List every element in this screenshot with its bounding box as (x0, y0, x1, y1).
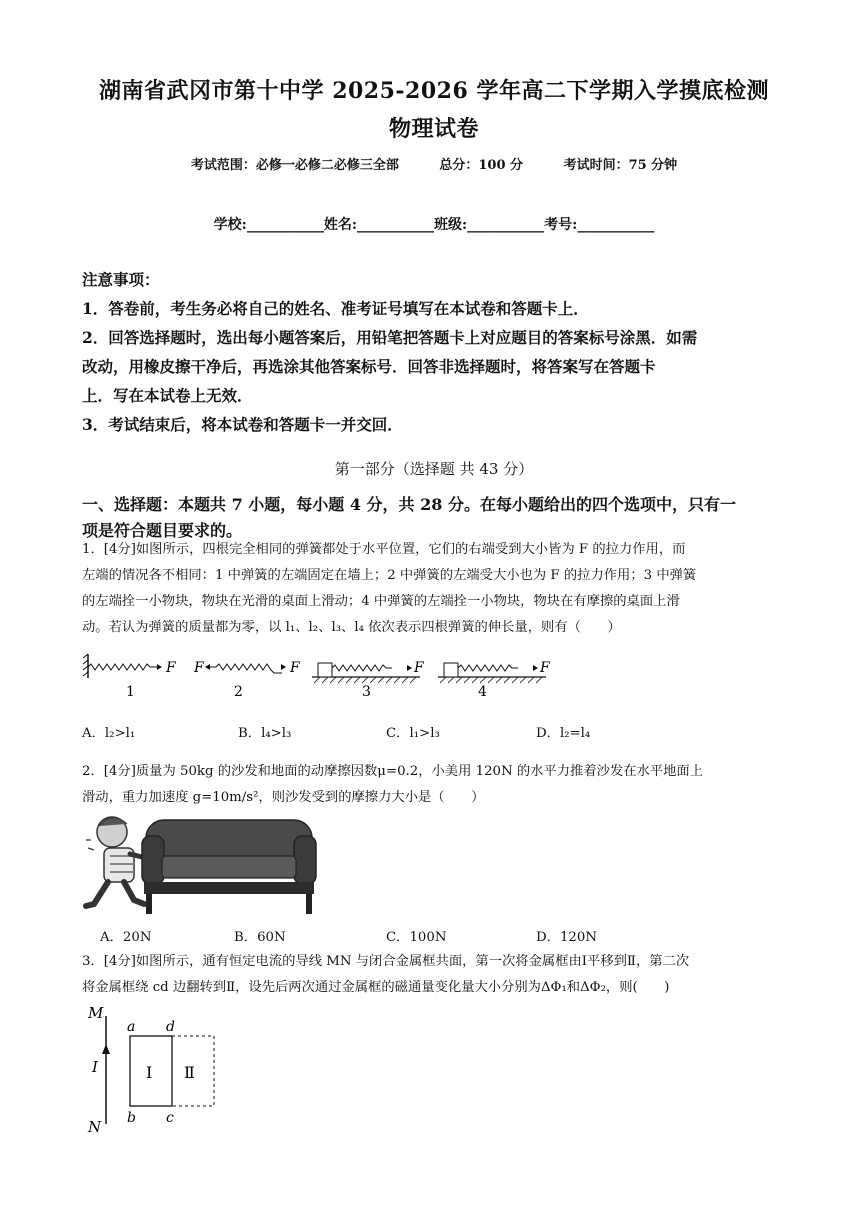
q1-option-a[interactable]: A．l₂>l₁ (82, 726, 136, 741)
q2-option-a[interactable]: A．20N (100, 930, 152, 945)
exam-total-score: 总分：100 分 (439, 158, 524, 173)
spring-3 (312, 660, 425, 700)
exam-scope: 考试范围：必修一必修二必修三全部 (190, 158, 399, 173)
label-m: M (88, 1004, 104, 1022)
spring-4 (438, 660, 551, 700)
spring-label-1: 1 (126, 684, 135, 700)
q3-text-line2: 将金属框绕 cd 边翻转到Ⅱ，设先后两次通过金属框的磁通量变化量大小分别为ΔΦ₁和ΔΦ₂，则( ) (82, 980, 670, 995)
force-label: F (166, 660, 176, 676)
q1-option-b[interactable]: B．l₄>l₃ (238, 726, 292, 741)
label-a: a (127, 1019, 136, 1035)
q3-text-line1: 3．[4分]如图所示，通有恒定电流的导线 MN 与闭合金属框共面，第一次将金属框由Ⅰ平移到Ⅱ，第二次 (82, 954, 690, 969)
q1-springs-figure (80, 650, 560, 702)
q2-option-d[interactable]: D．120N (536, 930, 597, 945)
q2-sofa-illustration (82, 810, 318, 918)
notes-heading: 注意事项： (82, 270, 160, 289)
force-label: F (194, 660, 204, 676)
note-item-2-line2: 改动，用橡皮擦干净后，再选涂其他答案标号．回答非选择题时，将答案写在答题卡 (82, 357, 656, 376)
note-item-3: 3．考试结束后，将本试卷和答题卡一并交回． (82, 415, 403, 434)
q2-options (82, 926, 794, 946)
force-label: F (290, 660, 300, 676)
person-pushing-image (86, 817, 146, 906)
label-i: I (92, 1058, 98, 1076)
q3-wire-frame-figure (80, 1000, 240, 1140)
label-region-1: Ⅰ (146, 1063, 153, 1082)
label-b: b (127, 1110, 136, 1126)
q1-text-line4: 动。若认为弹簧的质量都为零，以 l₁、l₂、l₃、l₄ 依次表示四根弹簧的伸长量，则有（ ） (82, 620, 621, 635)
exam-subject-title: 物理试卷 (388, 116, 479, 142)
exam-meta (0, 154, 868, 173)
section-intro-line1: 一、选择题：本题共 7 小题，每小题 4 分，共 28 分。在每小题给出的四个选项中，只有一 (82, 495, 736, 514)
q1-text-line3: 的左端拴一小物块，物块在光滑的桌面上滑动；4 中弹簧的左端拴一小物块，物块在有摩擦的桌面上滑 (82, 594, 680, 609)
spring-label-4: 4 (478, 684, 487, 700)
q1-option-d[interactable]: D．l₂=l₄ (536, 726, 591, 741)
force-label: F (540, 660, 550, 676)
sofa-image (142, 820, 316, 914)
q2-option-c[interactable]: C．100N (386, 930, 447, 945)
q2-option-b[interactable]: B．60N (234, 930, 286, 945)
student-info-fields: 学校:___________姓名:___________班级:___________考号:___________ (213, 217, 655, 233)
q2-text-line2: 滑动，重力加速度 g=10m/s²，则沙发受到的摩擦力大小是（ ） (82, 790, 485, 805)
current-arrow-icon (102, 1044, 110, 1054)
note-item-2-line1: 2．回答选择题时，选出每小题答案后，用铅笔把答题卡上对应题目的答案标号涂黑．如需 (82, 328, 698, 347)
label-c: c (166, 1110, 174, 1126)
section-heading: 第一部分（选择题 共 43 分） (334, 460, 534, 478)
note-item-2-line3: 上．写在本试卷上无效． (82, 386, 253, 405)
label-d: d (166, 1019, 175, 1035)
note-item-1: 1．答卷前，考生务必将自己的姓名、准考证号填写在本试卷和答题卡上． (82, 299, 589, 318)
exam-title: 湖南省武冈市第十中学 2025-2026 学年高二下学期入学摸底检测 (99, 78, 769, 104)
section-intro-line2: 项是符合题目要求的。 (82, 521, 243, 540)
spring-1 (83, 654, 177, 700)
q1-options (82, 722, 794, 742)
q1-text-line1: 1．[4分]如图所示，四根完全相同的弹簧都处于水平位置，它们的右端受到大小皆为 F 的拉力作用，而 (82, 542, 686, 557)
q1-text-line2: 左端的情况各不相同：1 中弹簧的左端固定在墙上；2 中弹簧的左端受大小也为 F 的拉力作用；3 中弹簧 (82, 568, 697, 583)
exam-duration: 考试时间：75 分钟 (563, 158, 678, 173)
force-label: F (414, 660, 424, 676)
spring-label-2: 2 (234, 684, 243, 700)
label-region-2: Ⅱ (184, 1063, 195, 1082)
spring-label-3: 3 (362, 684, 371, 700)
q2-text-line1: 2．[4分]质量为 50kg 的沙发和地面的动摩擦因数μ=0.2，小美用 120N 的水平力推着沙发在水平地面上 (82, 764, 704, 779)
label-n: N (88, 1118, 102, 1136)
spring-2 (193, 660, 301, 700)
q1-option-c[interactable]: C．l₁>l₃ (386, 726, 440, 741)
